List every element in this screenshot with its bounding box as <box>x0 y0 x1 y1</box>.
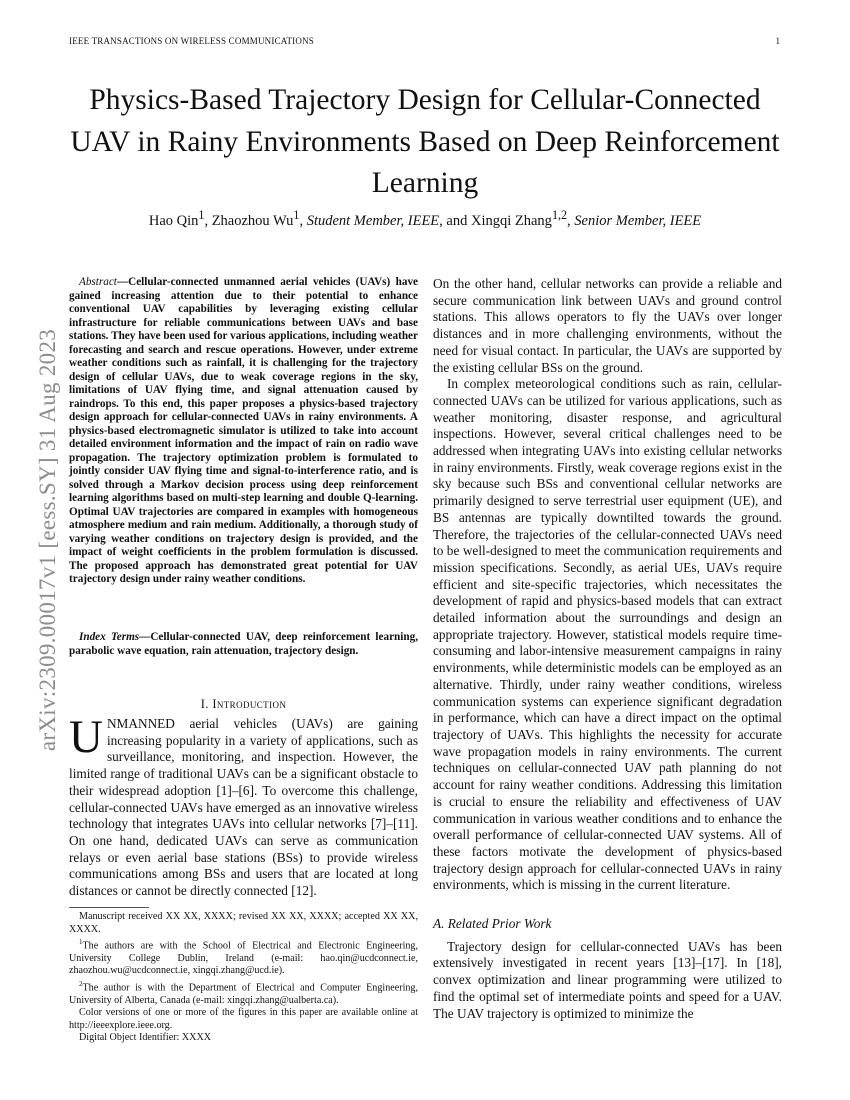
body-paragraph: In complex meteorological conditions such as rain, cellular-connected UAVs can be utilized for various applications, such as weather monitoring, disaster response, and agricultural inspections. However, several critical challenges need to be addressed when integrating UAVs into existing cellular networks in rainy environments. Firstly, weak coverage regions exist in the sky because such BSs and conventional cellular networks are primarily designed to serve terrestrial user equipment (UE), and BS antennas are typically downtilted towards the ground. Therefore, the trajectories of the cellular-connected UAVs need to be well-designed to meet the communication requirements and mission specifications. Secondly, as aerial UEs, UAVs require efficient and site-specific trajectories, which necessitates the development of rapid and physics-based models that can extract detailed information about the surroundings and design an appropriate trajectory. However, statistical models require time-consuming and labor-intensive measurement campaigns in rainy environments, while deterministic models can be employed as an alternative. Thirdly, under rainy weather conditions, wireless communication systems can experience significant degradation in performance, which can have a direct impact on the optimal trajectory of UAVs. This highlights the necessity for accurate wave propagation models in rainy environments. The current techniques on cellular-connected UAV path planning do not account for rainy weather conditions. Addressing this limitation is crucial to ensure the reliability and effectiveness of UAV communication in various weather conditions and to enhance the overall performance of cellular-connected UAV systems. All of these factors motivate the development of physics-based trajectory design approach for cellular-connected UAVs in rainy environments, which is missing in the current literature. <box>433 376 782 893</box>
footnote-divider <box>69 907 149 908</box>
author-role: Student Member, IEEE <box>306 212 440 229</box>
affiliation-mark: 1 <box>198 208 205 222</box>
footnote-affiliation-1: $^1$The authors are with the School of Electrical and Electronic Engineering, University College Dublin, Ireland (e-mail: hao.qin@ucdconnect.ie, zhaozhou.wu@ucdconnect.ie, xingqi.zhang@ucd.ie). <box>69 938 418 977</box>
footnote-color: Color versions of one or more of the figures in this paper are available online at http://ieeexplore.ieee.org. <box>69 1007 418 1031</box>
footnote-affiliation-2: $^2$The author is with the Department of Electrical and Computer Engineering, University of Alberta, Canada (e-mail: xingqi.zhang@ualberta.ca). <box>69 979 418 1006</box>
footnote-received: Manuscript received XX XX, XXXX; revised XX XX, XXXX; accepted XX XX, XXXX. <box>69 911 418 935</box>
footnotes <box>69 911 418 1045</box>
author-list: Hao Qin$^1$, Zhaozhou Wu$^1$, Student Member, IEEE, and Xingqi Zhang$^{1,2}$, Senior Member, IEEE <box>148 208 702 229</box>
body-paragraph: On the other hand, cellular networks can provide a reliable and secure communication link between UAVs and ground control stations. This allows operators to fly the UAVs over longer distances and in more challenging environments, without the need for visual contact. In particular, the UAVs are supported by the existing cellular BSs on the ground. <box>433 276 782 375</box>
running-header-journal: IEEE TRANSACTIONS ON WIRELESS COMMUNICATIONS <box>69 36 314 46</box>
drop-cap: U <box>69 711 103 763</box>
abstract-text: —Cellular-connected unmanned aerial vehicles (UAVs) have gained increasing attention due to their potential to enhance conventional UAV capabilities by leveraging existing cellular infrastructure for reliable communications between UAVs and base stations. They have been used for various applications, including weather forecasting and search and rescue operations. However, under extreme weather conditions such as rainfall, it is challenging for the trajectory design of cellular UAVs, due to weak coverage regions in the sky, limitations of UAV flying time, and signal attenuation caused by raindrops. To this end, this paper proposes a physics-based trajectory design approach for cellular-connected UAVs in rainy environments. A physics-based electromagnetic simulator is utilized to take into account detailed environment information and the impact of rain on radio wave propagation. The trajectory optimization problem is formulated to jointly consider UAV flying time and signal-to-interference ratio, and is solved through a Markov decision process using deep reinforcement learning algorithms based on multi-step learning and double Q-learning. Optimal UAV trajectories are compared in examples with homogeneous atmosphere medium and rain medium. Additionally, a thorough study of varying weather conditions on trajectory design is provided, and the impact of weight coefficients in the problem formulation is discussed. The proposed approach has demonstrated great potential for UAV trajectory design under rainy weather conditions. <box>69 276 418 585</box>
paper-title: Physics-Based Trajectory Design for Cellular-Connected UAV in Rainy Environments Based on Deep Reinforcement Learning <box>70 84 780 199</box>
index-terms-text: —Cellular-connected UAV, deep reinforcement learning, parabolic wave equation, rain attenuation, trajectory design. <box>69 631 418 657</box>
author-role: Senior Member, IEEE <box>574 212 702 229</box>
section-heading-introduction: I. Introduction <box>200 697 287 711</box>
author-name: Hao Qin <box>148 212 199 229</box>
abstract-label: Abstract <box>79 276 117 288</box>
footnote-doi: Digital Object Identifier: XXXX <box>79 1032 212 1044</box>
index-terms <box>69 631 418 658</box>
introduction-paragraph: UNMANNED aerial vehicles (UAVs) are gaining increasing popularity in a variety of applications, such as surveillance, monitoring, and inspection. However, the limited range of traditional UAVs can be a significant obstacle to their widespread adoption [1]–[6]. To overcome this challenge, cellular-connected UAVs have emerged as an innovative wireless technology that integrates UAVs into cellular networks [7]–[11]. On one hand, dedicated UAVs can serve as communication relays or even aerial base stations (BSs) to provide wireless communications among BSs and users that are located at long distances or cannot be directly connected [12]. <box>69 711 418 899</box>
abstract <box>69 276 418 587</box>
arxiv-stamp: arXiv:2309.00017v1 [eess.SY] 31 Aug 2023 <box>35 328 60 752</box>
affiliation-mark: 1,2 <box>551 208 568 222</box>
subsection-heading: A. Related Prior Work <box>433 916 552 932</box>
index-terms-label: Index Terms <box>79 631 140 643</box>
author-name: Zhaozhou Wu <box>211 212 294 229</box>
affiliation-mark: 1 <box>293 208 300 222</box>
right-column <box>433 276 782 1022</box>
body-paragraph: Trajectory design for cellular-connected UAVs has been extensively investigated in recent years [13]–[17]. In [18], convex optimization and linear programming were utilized to find the optimal set of intermediate points and speed for a UAV. The UAV trajectory is optimized to minimize the <box>433 938 782 1021</box>
author-name: Xingqi Zhang <box>470 212 552 229</box>
page-number: 1 <box>775 36 780 46</box>
